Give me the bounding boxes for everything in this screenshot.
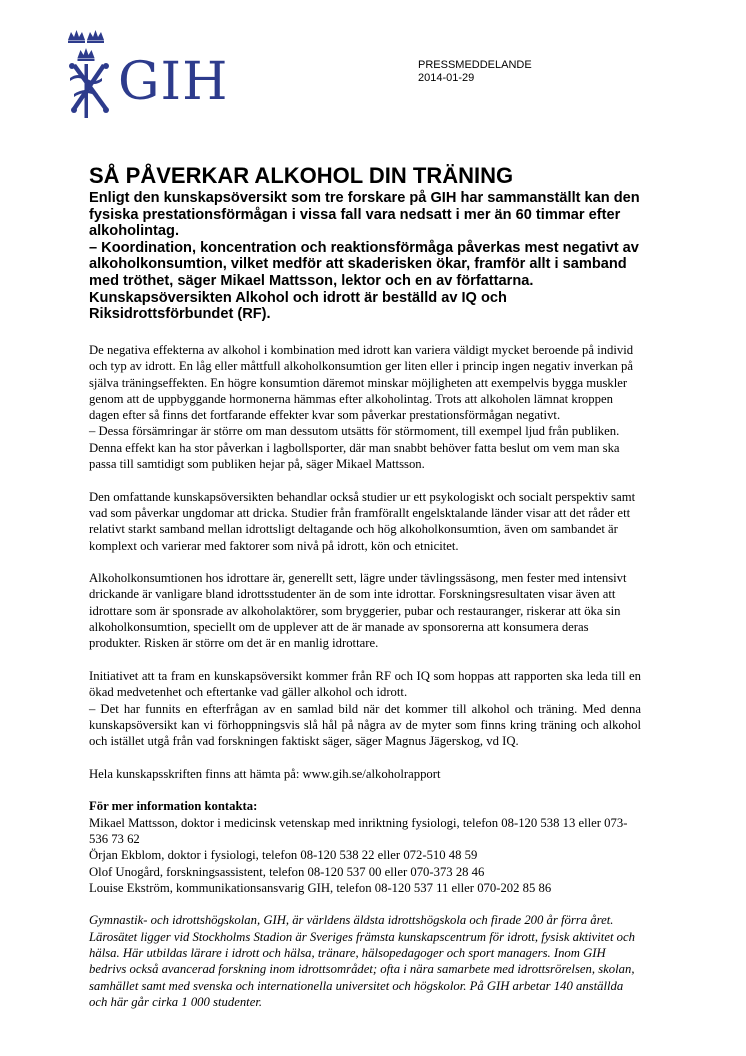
body-line: De negativa effekterna av alkohol i kombination med idrott kan variera väldigt mycket beroende på individ och typ av idrott. En låg eller måttfull alkoholkonsumtion ger liten eller i princip ingen negativ inverkan på själva träningseffekten. En högre konsumtion däremot minskar möjligheten att exempelvis bygga muskler genom att de uppbyggande hormonerna hämmas efter alkoholintag. Trots att alkoholen lämnat kroppen dagen efter så finns det fortfarande effekter kvar som påverkar prestationsförmågan negativt. <box>89 343 634 423</box>
body-text <box>89 342 641 1026</box>
lead-section <box>89 190 649 323</box>
page-title: SÅ PÅVERKAR ALKOHOL DIN TRÄNING <box>89 163 514 188</box>
body-paragraph <box>89 342 641 472</box>
header-meta <box>418 59 532 85</box>
contact-item: Louise Ekström, kommunikationsansvarig GIH, telefon 08-120 537 11 eller 070-202 85 86 <box>89 880 552 895</box>
body-paragraph <box>89 570 641 651</box>
lead-paragraph: Enligt den kunskapsöversikt som tre forskare på GIH har sammanställt kan den fysiska prestationsförmågan i vissa fall vara nedsatt i mer än 60 timmar efter alkoholintag. <box>89 190 640 240</box>
about-gih: Gymnastik- och idrottshögskolan, GIH, är världens äldsta idrottshögskola och firade 200 år förra året. Lärosätet ligger vid Stockholms Stadion är Sveriges främsta kunskapscentrum för idrott, fysisk aktivitet och hälsa. Här utbildas lärare i idrott och hälsa, tränare, hälsopedagoger och sport managers. Inom GIH bedrivs också avancerad forskning inom idrottsområdet; ofta i nära samarbete med idrottsrörelsen, skolan, samhället samt med svenska och internationella universitet och högskolor. På GIH arbetar 140 anställda och här går cirka 1 000 studenter. <box>89 913 635 1009</box>
logo-text: GIH <box>118 52 229 112</box>
contacts-section <box>89 798 641 896</box>
document-date: 2014-01-29 <box>418 72 475 84</box>
document-type: PRESSMEDDELANDE <box>418 59 532 71</box>
body-line: – Dessa försämringar är större om man dessutom utsätts för störmoment, till exempel ljud från publiken. Denna effekt kan ha stor påverkan i lagbollsporter, där man snabbt behöver fatta beslut om vem man ska passa till samtidigt som publiken hejar på, säger Mikael Mattsson. <box>89 424 620 472</box>
body-line: Initiativet att ta fram en kunskapsöversikt kommer från RF och IQ som hoppas att rapporten ska leda till en ökad medvetenhet och eftertanke vad gäller alkohol och idrott. <box>89 668 641 700</box>
contacts-title: För mer information kontakta: <box>89 799 258 814</box>
body-paragraph <box>89 668 641 749</box>
contact-item: Örjan Ekblom, doktor i fysiologi, telefon 08-120 538 22 eller 072-510 48 59 <box>89 848 478 863</box>
body-paragraph <box>89 489 641 554</box>
contact-item: Olof Unogård, forskningsassistent, telefon 08-120 537 00 eller 070-373 28 46 <box>89 864 485 879</box>
crowns-emblem-icon <box>66 28 126 120</box>
lead-paragraph: – Koordination, koncentration och reaktionsförmåga påverkas mest negativt av alkoholkonsumtion, vilket medför att skaderisken ökar, framför allt i samband med tröthet, säger Mikael Mattsson, lektor och en av författarna. <box>89 239 639 289</box>
download-link-text: Hela kunskapsskriften finns att hämta på: www.gih.se/alkoholrapport <box>89 766 441 781</box>
body-paragraph <box>89 766 641 782</box>
body-line: Alkoholkonsumtionen hos idrottare är, generellt sett, lägre under tävlingssäsong, men fester med intensivt drickande är vanligare bland idrottsstudenter än de som inte idrottar. Forskningsresultaten visar även att idrottare som är sponsrade av alkoholaktörer, som bryggerier, pubar och restauranger, riskerar att öka sin alkoholkonsumtion, speciellt om de upplever att de är manade av sponsorerna att konsumera deras produkter. Risken är större om det är en manlig idrottare. <box>89 571 627 651</box>
contact-item: Mikael Mattsson, doktor i medicinsk vetenskap med inriktning fysiologi, telefon 08-120 538 13 eller 073-536 73 62 <box>89 815 628 846</box>
lead-paragraph: Kunskapsöversikten Alkohol och idrott är beställd av IQ och Riksidrottsförbundet (RF). <box>89 289 507 323</box>
body-line: Den omfattande kunskapsöversikten behandlar också studier ur ett psykologiskt och socialt perspektiv samt vad som påverkar ungdomar att dricka. Studier från framförallt engelsktalande länder visar att det råder ett relativt starkt samband mellan idrottsligt deltagande och hög alkoholkonsumtion, även om sambandet är komplext och varierar med faktorer som nivå på idrott, kön och etnicitet. <box>89 489 636 553</box>
body-line: – Det har funnits en efterfrågan av en samlad bild när det kommer till alkohol och träning. Med denna kunskapsöversikt kan vi förhoppningsvis slå hål på några av de myter som finns kring träning och alkohol och istället utgå från vad forskningen faktiskt säger, säger Magnus Jägerskog, vd IQ. <box>89 701 641 749</box>
